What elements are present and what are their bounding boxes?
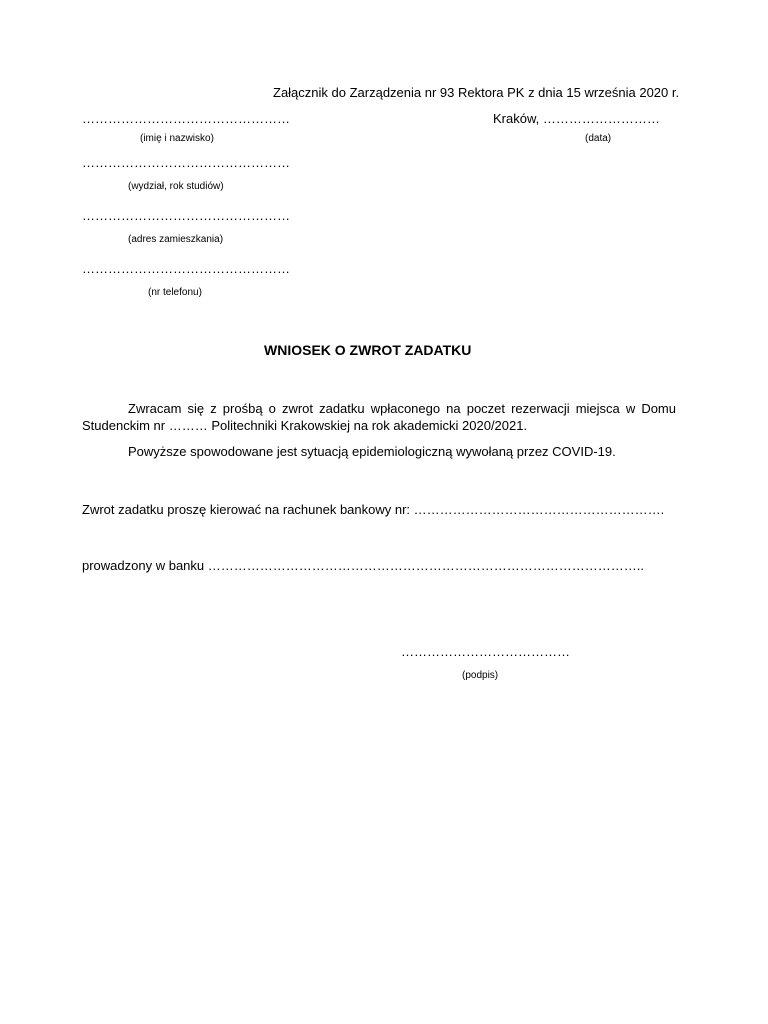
date-caption: (data) [585,133,612,144]
bank-name-line: prowadzony w banku ……………………………………………………………………………………….. [82,558,644,573]
bank-account-line: Zwrot zadatku proszę kierować na rachunek bankowy nr: …………………………………………………. [82,502,665,517]
annex-note: Załącznik do Zarządzenia nr 93 Rektora PK z dnia 15 września 2020 r. [273,85,680,100]
name-caption: (imię i nazwisko) [140,133,214,144]
signature-caption: (podpis) [462,670,499,681]
reason-paragraph: Powyższe spowodowane jest sytuacją epidemiologiczną wywołaną przez COVID-19. [128,444,616,459]
phone-line: ………………………………………… [82,261,290,276]
address-line: ………………………………………… [82,208,290,223]
request-paragraph: Zwracam się z prośbą o zwrot zadatku wpłaconego na poczet rezerwacji miejsca w Domu Studenckim nr ……… Politechniki Krakowskiej na rok akademicki 2020/2021. [82,401,676,433]
signature-line: ………………………………… [401,644,570,659]
faculty-line: ………………………………………… [82,155,290,170]
document-title: WNIOSEK O ZWROT ZADATKU [264,342,472,358]
faculty-caption: (wydział, rok studiów) [128,181,224,192]
name-line: ………………………………………… [82,111,290,126]
phone-caption: (nr telefonu) [148,287,202,298]
city-date-line: Kraków, ……………………… [493,111,660,126]
address-caption: (adres zamieszkania) [128,234,224,245]
